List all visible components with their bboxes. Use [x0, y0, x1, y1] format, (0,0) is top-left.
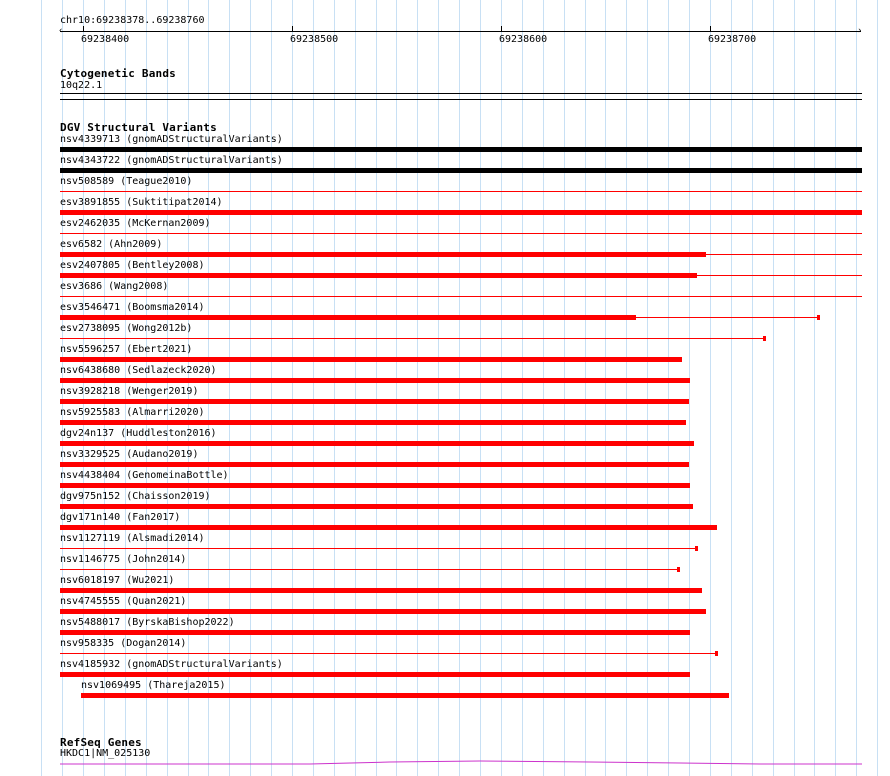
variant-feature[interactable] — [60, 377, 692, 384]
variant-feature[interactable] — [60, 503, 695, 510]
variant-label: nsv508589 (Teague2010) — [60, 176, 193, 187]
variant-bar — [60, 462, 689, 467]
ruler-axis — [60, 31, 861, 32]
variant-label: nsv4185932 (gnomADStructuralVariants) — [60, 659, 283, 670]
variant-line — [60, 191, 862, 192]
variant-bar — [60, 483, 690, 488]
variant-bar — [60, 588, 702, 593]
grid-line — [647, 0, 648, 776]
variant-line — [60, 653, 716, 654]
variant-feature[interactable] — [60, 566, 680, 573]
refseq-gene-line — [60, 761, 862, 764]
variant-feature[interactable] — [60, 272, 864, 279]
variant-label: esv3546471 (Boomsma2014) — [60, 302, 205, 313]
variant-label: nsv6438680 (Sedlazeck2020) — [60, 365, 217, 376]
variant-bar — [60, 525, 717, 530]
grid-line — [396, 0, 397, 776]
variant-feature[interactable] — [60, 524, 719, 531]
ruler-tick-label: 69238700 — [708, 34, 757, 45]
grid-line — [835, 0, 836, 776]
refseq-track-title: RefSeq Genes — [60, 736, 142, 749]
variant-label: esv3891855 (Suktitipat2014) — [60, 197, 223, 208]
variant-feature[interactable] — [60, 650, 718, 657]
cytoband-label: 10q22.1 — [60, 80, 103, 91]
variant-label: nsv4438404 (GenomeinaBottle) — [60, 470, 229, 481]
variant-label: nsv4339713 (gnomADStructuralVariants) — [60, 134, 283, 145]
variant-feature[interactable] — [60, 209, 864, 216]
variant-label: nsv1146775 (John2014) — [60, 554, 187, 565]
refseq-gene-feature[interactable] — [60, 758, 862, 768]
variant-bar — [60, 609, 706, 614]
variant-bar — [60, 273, 697, 278]
variant-feature[interactable] — [60, 461, 691, 468]
variant-label: esv2738095 (Wong2012b) — [60, 323, 193, 334]
grid-line — [856, 0, 857, 776]
cytoband-track-title: Cytogenetic Bands — [60, 67, 176, 80]
variant-bar — [60, 504, 693, 509]
variant-label: nsv1127119 (Alsmadi2014) — [60, 533, 205, 544]
cytoband-feature[interactable] — [60, 93, 862, 100]
variant-bar — [60, 420, 686, 425]
variant-feature[interactable] — [60, 419, 688, 426]
grid-line — [585, 0, 586, 776]
grid-line — [668, 0, 669, 776]
grid-line — [41, 0, 42, 776]
variant-label: esv2462035 (McKernan2009) — [60, 218, 211, 229]
variant-feature[interactable] — [60, 230, 864, 237]
variant-label: nsv3329525 (Audano2019) — [60, 449, 199, 460]
variant-label: esv3686 (Wang2008) — [60, 281, 169, 292]
variant-tail-line — [706, 254, 862, 255]
variant-feature[interactable] — [60, 188, 864, 195]
variant-line — [60, 338, 764, 339]
refseq-gene-label: HKDC1|NM_025130 — [60, 748, 151, 759]
variant-endcap — [677, 567, 680, 572]
grid-line — [689, 0, 690, 776]
variant-feature[interactable] — [60, 293, 864, 300]
dgv-track-title: DGV Structural Variants — [60, 121, 217, 134]
ruler-tick-label: 69238500 — [290, 34, 339, 45]
variant-feature[interactable] — [60, 440, 696, 447]
variant-label: nsv5488017 (ByrskaBishop2022) — [60, 617, 235, 628]
ruler-tick-label: 69238400 — [81, 34, 130, 45]
grid-line — [480, 0, 481, 776]
grid-line — [794, 0, 795, 776]
variant-tail-line — [697, 275, 862, 276]
variant-feature[interactable] — [60, 629, 692, 636]
variant-bar — [60, 252, 706, 257]
variant-bar — [60, 357, 682, 362]
variant-label: nsv5925583 (Almarri2020) — [60, 407, 205, 418]
variant-label: nsv4745555 (Quan2021) — [60, 596, 187, 607]
variant-feature[interactable] — [60, 251, 864, 258]
variant-feature[interactable] — [60, 608, 708, 615]
variant-feature[interactable] — [60, 671, 692, 678]
variant-feature[interactable] — [60, 482, 692, 489]
ruler-left-arrow-icon: ‹ — [58, 26, 64, 36]
grid-line — [292, 0, 293, 776]
grid-line — [564, 0, 565, 776]
variant-endcap — [715, 651, 718, 656]
variant-endcap — [763, 336, 766, 341]
grid-line — [355, 0, 356, 776]
variant-label: dgv975n152 (Chaisson2019) — [60, 491, 211, 502]
variant-feature[interactable] — [81, 692, 731, 699]
variant-line — [60, 233, 862, 234]
grid-line — [752, 0, 753, 776]
variant-label: nsv4343722 (gnomADStructuralVariants) — [60, 155, 283, 166]
variant-tail-line — [636, 317, 818, 318]
variant-endcap — [695, 546, 698, 551]
variant-feature[interactable] — [60, 146, 864, 153]
grid-line — [543, 0, 544, 776]
variant-line — [60, 548, 696, 549]
variant-feature[interactable] — [60, 314, 820, 321]
variant-feature[interactable] — [60, 335, 766, 342]
variant-label: nsv958335 (Dogan2014) — [60, 638, 187, 649]
variant-bar — [60, 399, 689, 404]
variant-bar — [81, 693, 729, 698]
grid-line — [877, 0, 878, 776]
variant-feature[interactable] — [60, 587, 704, 594]
ruler-tick — [292, 26, 293, 32]
variant-bar — [60, 147, 862, 152]
variant-bar — [60, 378, 690, 383]
ruler-tick — [710, 26, 711, 32]
grid-line — [773, 0, 774, 776]
grid-line — [376, 0, 377, 776]
grid-line — [710, 0, 711, 776]
variant-bar — [60, 441, 694, 446]
variant-bar — [60, 315, 636, 320]
grid-line — [313, 0, 314, 776]
variant-label: nsv3928218 (Wenger2019) — [60, 386, 199, 397]
variant-bar — [60, 210, 862, 215]
variant-line — [60, 569, 678, 570]
ruler-tick — [83, 26, 84, 32]
grid-line — [417, 0, 418, 776]
ruler-tick-label: 69238600 — [499, 34, 548, 45]
grid-line — [626, 0, 627, 776]
locus-label: chr10:69238378..69238760 — [60, 15, 205, 26]
variant-line — [60, 296, 862, 297]
variant-bar — [60, 672, 690, 677]
grid-line — [334, 0, 335, 776]
variant-feature[interactable] — [60, 545, 698, 552]
ruler-tick — [501, 26, 502, 32]
ruler-right-arrow-icon: › — [857, 26, 863, 36]
variant-label: dgv171n140 (Fan2017) — [60, 512, 181, 523]
variant-bar — [60, 168, 862, 173]
grid-line — [731, 0, 732, 776]
variant-label: dgv24n137 (Huddleston2016) — [60, 428, 217, 439]
variant-feature[interactable] — [60, 398, 691, 405]
grid-line — [814, 0, 815, 776]
grid-line — [522, 0, 523, 776]
variant-feature[interactable] — [60, 356, 684, 363]
variant-label: nsv6018197 (Wu2021) — [60, 575, 175, 586]
grid-line — [605, 0, 606, 776]
grid-line — [438, 0, 439, 776]
variant-endcap — [817, 315, 820, 320]
variant-label: esv6582 (Ahn2009) — [60, 239, 163, 250]
variant-bar — [60, 630, 690, 635]
grid-line — [459, 0, 460, 776]
variant-feature[interactable] — [60, 167, 864, 174]
variant-label: nsv1069495 (Thareja2015) — [81, 680, 226, 691]
grid-line — [501, 0, 502, 776]
variant-label: esv2407805 (Bentley2008) — [60, 260, 205, 271]
variant-label: nsv5596257 (Ebert2021) — [60, 344, 193, 355]
